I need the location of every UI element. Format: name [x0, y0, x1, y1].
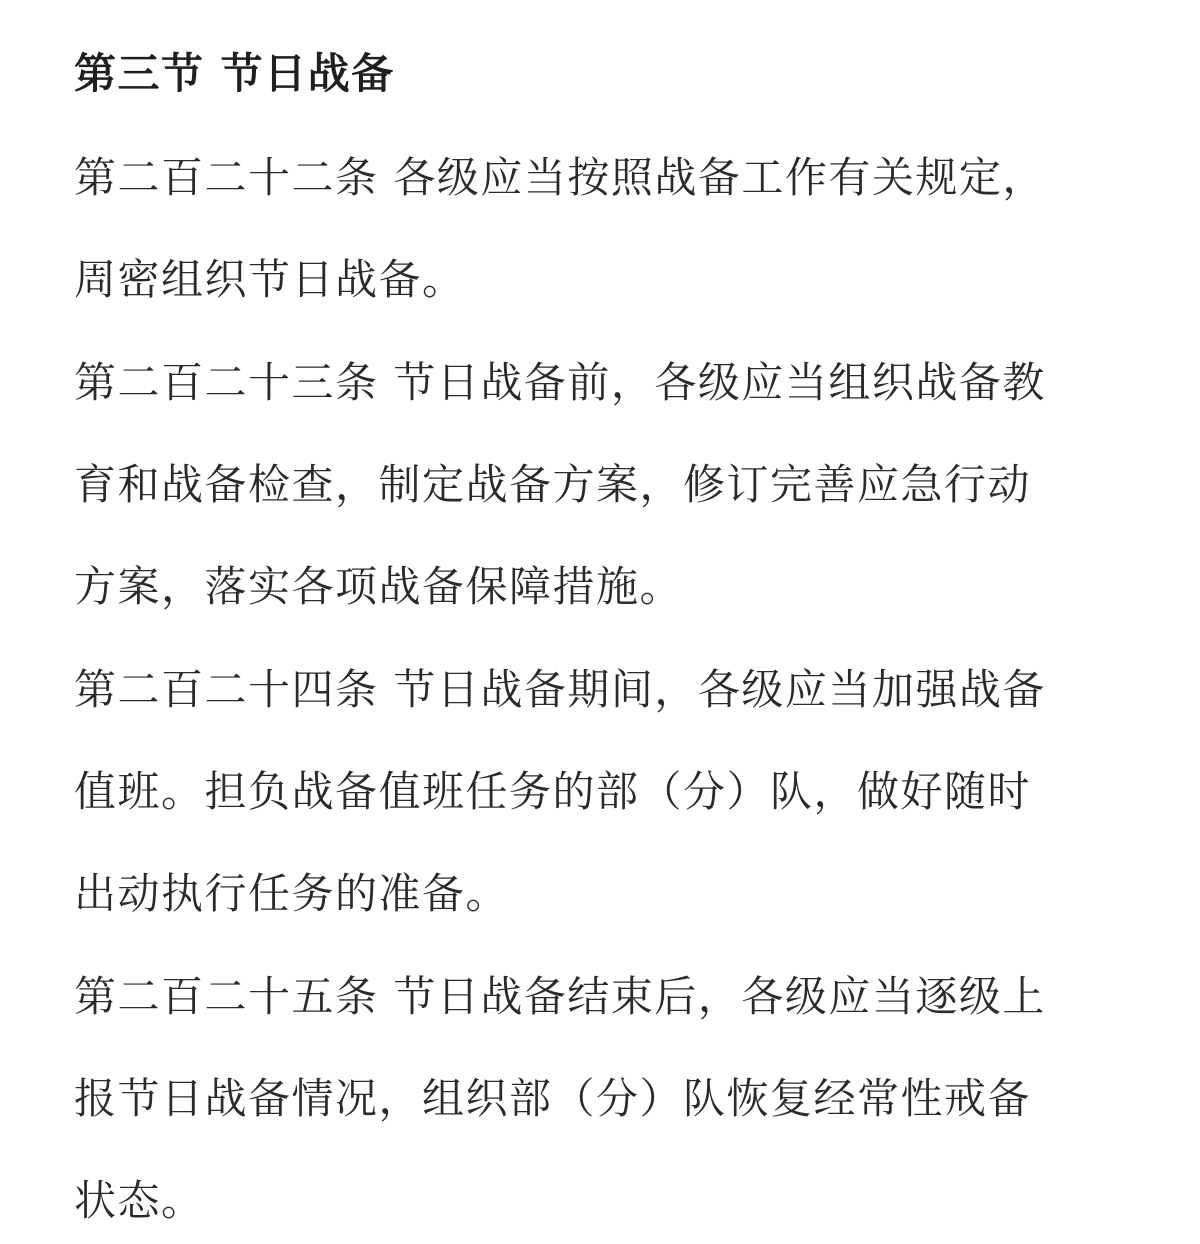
article-223-line-2: 育和战备检查，制定战备方案，修订完善应急行动 [74, 460, 1032, 509]
section-title: 第三节 节日战备 [74, 49, 395, 98]
article-224-line-2: 值班。担负战备值班任务的部（分）队，做好随时 [74, 767, 1032, 816]
article-225-line-2: 报节日战备情况，组织部（分）队恢复经常性戒备 [74, 1074, 1032, 1123]
article-225-line-1: 第二百二十五条 节日战备结束后，各级应当逐级上 [74, 972, 1046, 1021]
article-222-line-1: 第二百二十二条 各级应当按照战备工作有关规定， [74, 153, 1046, 202]
article-222-line-2: 周密组织节日战备。 [74, 255, 466, 304]
article-223-line-1: 第二百二十三条 节日战备前，各级应当组织战备教 [74, 358, 1046, 407]
article-224-line-1: 第二百二十四条 节日战备期间，各级应当加强战备 [74, 665, 1046, 714]
article-225-line-3: 状态。 [74, 1176, 205, 1225]
article-223-line-3: 方案，落实各项战备保障措施。 [74, 562, 684, 611]
article-224-line-3: 出动执行任务的准备。 [74, 869, 510, 918]
